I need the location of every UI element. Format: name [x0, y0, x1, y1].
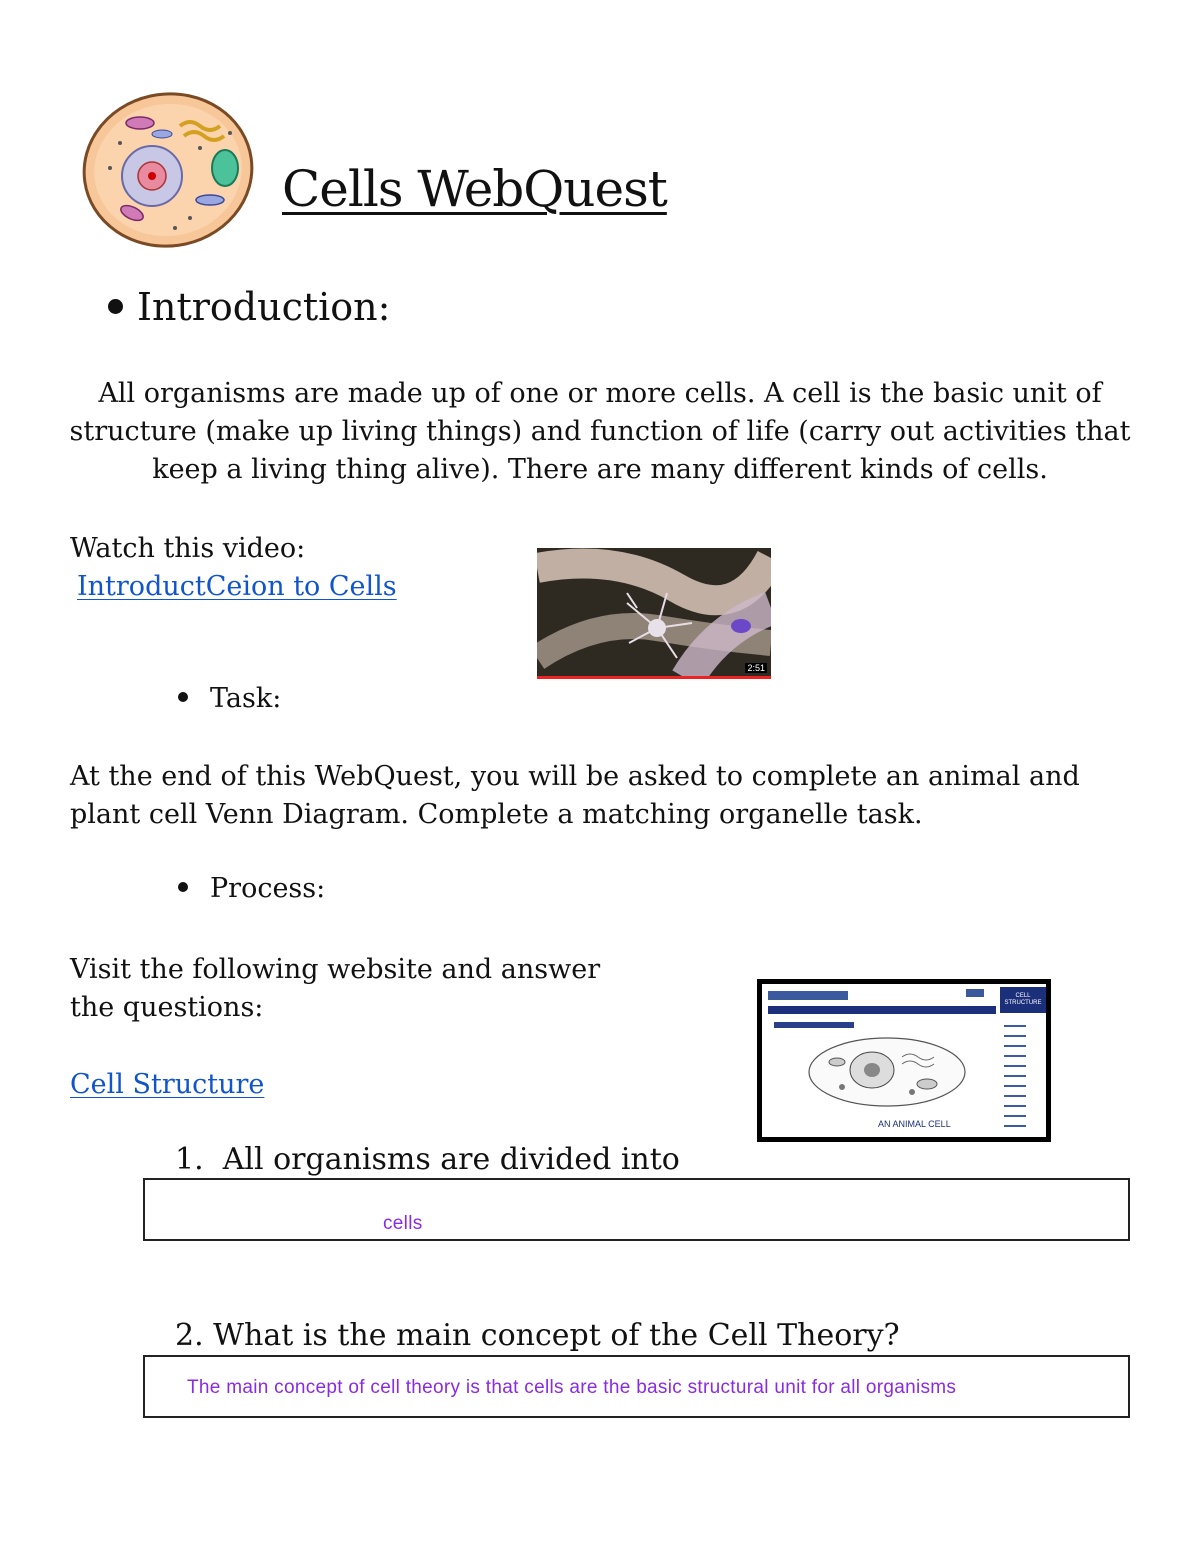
video-link[interactable]: IntroductCeion to Cells [77, 571, 397, 602]
thumb-caption: AN ANIMAL CELL [878, 1119, 951, 1129]
process-heading [178, 873, 325, 904]
video-prompt: Watch this video: [70, 533, 306, 564]
introduction-heading-label: Introduction: [137, 285, 391, 329]
thumb-sidebar [1000, 987, 1046, 1137]
question-2 [175, 1318, 900, 1353]
thumb-subheading [774, 1022, 854, 1028]
process-instruction-line1: Visit the following website and answer [70, 954, 601, 985]
task-text: At the end of this WebQuest, you will be asked to complete an animal and plant cell Venn Diagram. Complete a matching organelle task. [70, 761, 1080, 830]
answer-2-box[interactable] [143, 1355, 1130, 1418]
question-1-number: 1. [175, 1142, 204, 1177]
task-heading-label: Task: [210, 683, 282, 714]
video-thumbnail[interactable] [537, 548, 771, 679]
task-heading [178, 683, 281, 714]
question-2-text: What is the main concept of the Cell Theory? [213, 1318, 900, 1353]
thumb-navbar [768, 1006, 996, 1014]
cell-structure-link[interactable]: Cell Structure [70, 1069, 265, 1100]
video-duration: 2:51 [747, 663, 765, 673]
process-heading-label: Process: [210, 873, 326, 904]
introduction-paragraph: All organisms are made up of one or more cells. A cell is the basic unit of structure (make up living things) and function of life (carry out activities that keep a living thing alive). There are many different kinds of cells. [69, 378, 1131, 485]
introduction-heading [108, 285, 390, 329]
thumb-header [768, 989, 998, 1003]
process-instruction-line2: the questions: [70, 992, 264, 1023]
thumb-sidebar-title: CELL STRUCTURE [1004, 993, 1042, 1006]
website-thumbnail[interactable] [757, 979, 1051, 1142]
answer-1-text: cells [383, 1213, 423, 1234]
question-1 [175, 1142, 680, 1177]
bullet-icon [178, 692, 188, 702]
question-2-number: 2. [175, 1318, 204, 1353]
cell-illustration [80, 88, 260, 253]
thumb-animal-cell-diagram [802, 1032, 972, 1114]
question-1-text: All organisms are divided into [222, 1142, 680, 1177]
answer-1-box[interactable] [143, 1178, 1130, 1241]
bullet-icon [178, 882, 188, 892]
answer-2-text: The main concept of cell theory is that cells are the basic structural unit for all organisms [187, 1377, 957, 1398]
bullet-icon [108, 299, 123, 314]
page-title: Cells WebQuest [282, 160, 667, 218]
